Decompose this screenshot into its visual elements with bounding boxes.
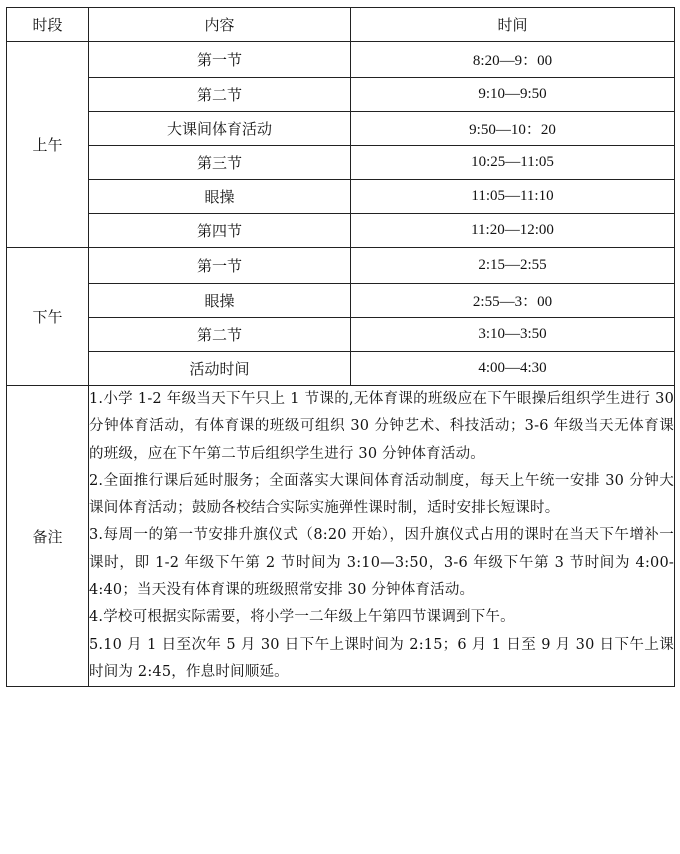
- header-period: 时段: [7, 8, 89, 42]
- content-cell: 第三节: [89, 146, 351, 180]
- table-row: [7, 214, 675, 248]
- header-row: [7, 8, 675, 42]
- table-row: [7, 180, 675, 214]
- time-cell: 9:50—10：20: [351, 112, 675, 146]
- table-row: [7, 318, 675, 352]
- time-cell: 10:25—11:05: [351, 146, 675, 180]
- content-cell: 眼操: [89, 180, 351, 214]
- time-cell: 2:55—3：00: [351, 284, 675, 318]
- time-cell: 3:10—3:50: [351, 318, 675, 352]
- content-cell: 大课间体育活动: [89, 112, 351, 146]
- table-row: [7, 78, 675, 112]
- content-cell: 第一节: [89, 248, 351, 284]
- table-row: [7, 112, 675, 146]
- remark-item: 5.10 月 1 日至次年 5 月 30 日下午上课时间为 2:15；6 月 1 日至 9 月 30 日下午上课时间为 2:45，作息时间顺延。: [89, 636, 674, 680]
- table-row: [7, 352, 675, 386]
- time-cell: 11:20—12:00: [351, 214, 675, 248]
- table-row: [7, 284, 675, 318]
- remark-item: 4.学校可根据实际需要，将小学一二年级上午第四节课调到下午。: [89, 609, 515, 626]
- time-cell: 4:00—4:30: [351, 352, 675, 386]
- time-cell: 9:10—9:50: [351, 78, 675, 112]
- content-cell: 眼操: [89, 284, 351, 318]
- period-remarks: 备注: [7, 386, 89, 687]
- schedule-table: [6, 7, 675, 687]
- table-row: [7, 248, 675, 284]
- remark-item: 2.全面推行课后延时服务；全面落实大课间体育活动制度，每天上午统一安排 30 分钟大课间体育活动；鼓励各校结合实际实施弹性课时制，适时安排长短课时。: [89, 472, 674, 517]
- remarks-row: [7, 386, 675, 687]
- table-row: [7, 42, 675, 78]
- header-content: 内容: [89, 8, 351, 42]
- period-afternoon: 下午: [7, 248, 89, 386]
- remarks-cell: [89, 386, 675, 687]
- header-time: 时间: [351, 8, 675, 42]
- period-morning: 上午: [7, 42, 89, 248]
- content-cell: 第二节: [89, 78, 351, 112]
- content-cell: 第一节: [89, 42, 351, 78]
- remark-item: 3.每周一的第一节安排升旗仪式（8:20 开始），因升旗仪式占用的课时在当天下午增补一课时，即 1-2 年级下午第 2 节时间为 3:10—3:50，3-6 年级下午第 3 节时间为 4:00-4:40；当天没有体育课的班级照常安排 30 分钟体育活动。: [89, 527, 674, 599]
- content-cell: 第四节: [89, 214, 351, 248]
- time-cell: 8:20—9：00: [351, 42, 675, 78]
- time-cell: 11:05—11:10: [351, 180, 675, 214]
- table-row: [7, 146, 675, 180]
- content-cell: 第二节: [89, 318, 351, 352]
- time-cell: 2:15—2:55: [351, 248, 675, 284]
- remark-item: 1.小学 1-2 年级当天下午只上 1 节课的,无体育课的班级应在下午眼操后组织学生进行 30 分钟体育活动，有体育课的班级可组织 30 分钟艺术、科技活动；3-6 年级当天无体育课的班级，应在下午第二节后组织学生进行 30 分钟体育活动。: [89, 391, 674, 462]
- content-cell: 活动时间: [89, 352, 351, 386]
